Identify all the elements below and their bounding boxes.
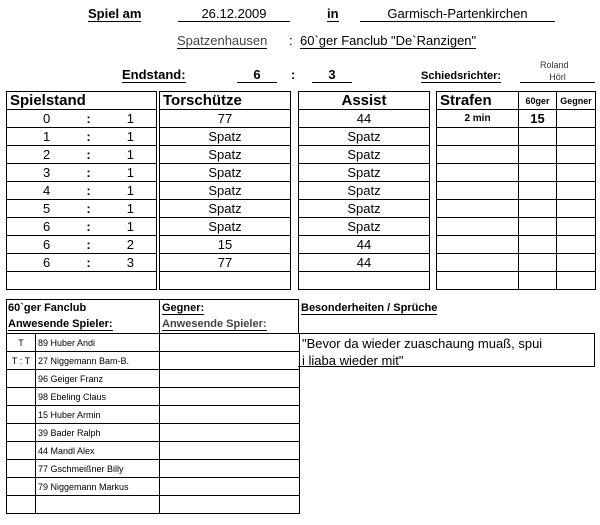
away-player-cell [160, 388, 300, 406]
penalty-row [437, 254, 596, 272]
score-cell [7, 164, 157, 182]
notes-line-1: "Bevor da wieder zuaschaung muaß, spui [302, 336, 543, 351]
score-colon: : [86, 183, 91, 198]
assist-cell: Spatz [299, 164, 430, 182]
score-value [7, 165, 156, 180]
assist-table [298, 91, 430, 290]
penalty-duration [437, 200, 519, 218]
score-row [7, 110, 157, 128]
away-player-cell [160, 334, 300, 352]
away-player-cell [160, 442, 300, 460]
penalty-away [557, 236, 596, 254]
assist-row [299, 254, 430, 272]
penalty-away [557, 146, 596, 164]
scorer-cell: Spatz [160, 182, 291, 200]
scorer-row [160, 200, 291, 218]
penalty-away [557, 254, 596, 272]
score-row [7, 236, 157, 254]
penalty-away [557, 218, 596, 236]
assist-cell: Spatz [299, 128, 430, 146]
penalty-row [437, 146, 596, 164]
home-team-label: 60`ger Fanclub [8, 302, 87, 314]
player-name: 15 Huber Armin [36, 406, 160, 424]
score-cell [7, 218, 157, 236]
score-row [7, 146, 157, 164]
player-row [7, 460, 300, 478]
away-player-cell [160, 478, 300, 496]
score-away: 1 [126, 147, 134, 162]
player-role [7, 496, 36, 514]
score-colon: : [86, 219, 91, 234]
score-home: 6 [43, 219, 51, 234]
assist-cell: Spatz [299, 146, 430, 164]
scorer-cell: 77 [160, 254, 291, 272]
assist-row [299, 146, 430, 164]
player-row [7, 406, 300, 424]
penalty-away-header: Gegner [557, 92, 596, 110]
score-home: 1 [43, 129, 51, 144]
penalty-away [557, 200, 596, 218]
final-home-score: 6 [237, 67, 277, 83]
score-cell [7, 110, 157, 128]
assist-row [299, 200, 430, 218]
assist-cell: Spatz [299, 200, 430, 218]
player-name: 98 Ebeling Claus [36, 388, 160, 406]
scorer-cell: Spatz [160, 200, 291, 218]
score-away: 1 [126, 165, 134, 180]
penalty-home [519, 128, 557, 146]
assist-header: Assist [299, 92, 430, 110]
player-name: 77 Gschmeißner Billy [36, 460, 160, 478]
scorer-row [160, 164, 291, 182]
score-row [7, 254, 157, 272]
score-cell [7, 254, 157, 272]
penalty-row [437, 236, 596, 254]
player-role [7, 478, 36, 496]
score-away: 1 [126, 201, 134, 216]
match-location: Garmisch-Partenkirchen [360, 6, 555, 22]
score-row [7, 218, 157, 236]
score-away: 1 [126, 129, 134, 144]
torschuetze-table [159, 91, 291, 290]
away-player-cell [160, 460, 300, 478]
away-player-cell [160, 370, 300, 388]
score-cell [7, 182, 157, 200]
penalty-away [557, 182, 596, 200]
assist-row [299, 182, 430, 200]
assist-row [299, 164, 430, 182]
score-value [7, 237, 156, 252]
penalty-duration [437, 236, 519, 254]
player-row [7, 370, 300, 388]
assist-cell: Spatz [299, 218, 430, 236]
away-present-label: Anwesende Spieler: [162, 318, 267, 330]
player-role [7, 460, 36, 478]
score-away: 2 [126, 237, 134, 252]
strafen-table [436, 91, 596, 290]
penalty-row [437, 110, 596, 128]
notes-label: Besonderheiten / Sprüche [301, 302, 438, 314]
assist-row [299, 110, 430, 128]
score-value [7, 111, 156, 126]
player-name: 27 Niggemann Bam-B. [36, 352, 160, 370]
assist-cell: 44 [299, 110, 430, 128]
penalty-row [437, 218, 596, 236]
penalty-home [519, 254, 557, 272]
score-colon: : [86, 147, 91, 162]
player-list-table [6, 333, 300, 514]
scorer-row-empty [160, 272, 291, 290]
assist-cell: 44 [299, 236, 430, 254]
player-role [7, 442, 36, 460]
torschuetze-header: Torschütze [160, 92, 291, 110]
penalty-away [557, 164, 596, 182]
strafen-header: Strafen [437, 92, 519, 110]
referee-last-name: Hörl [520, 72, 595, 83]
score-row-empty [7, 272, 157, 290]
score-away: 3 [126, 255, 134, 270]
penalty-row [437, 200, 596, 218]
player-role [7, 406, 36, 424]
scorer-cell: Spatz [160, 218, 291, 236]
scorer-cell: Spatz [160, 128, 291, 146]
away-team-label: Gegner: [162, 302, 205, 314]
notes-line-2: i liaba wieder mit" [302, 353, 404, 368]
penalty-duration [437, 272, 519, 290]
spiel-am-label: Spiel am [88, 6, 142, 21]
player-role: T : T [7, 352, 36, 370]
player-row [7, 388, 300, 406]
player-name [36, 496, 160, 514]
away-player-cell [160, 496, 300, 514]
final-away-score: 3 [312, 67, 352, 83]
teams-separator: : [289, 33, 293, 48]
player-role [7, 424, 36, 442]
score-cell [7, 146, 157, 164]
away-player-cell [160, 352, 300, 370]
score-value [7, 255, 156, 270]
score-away: 1 [126, 111, 134, 126]
score-cell [7, 200, 157, 218]
score-value [7, 201, 156, 216]
opponent-name: Spatzenhausen [177, 33, 268, 48]
penalty-home [519, 272, 557, 290]
player-role [7, 370, 36, 388]
schiedsrichter-label: Schiedsrichter: [421, 70, 502, 82]
score-home: 4 [43, 183, 51, 198]
score-away: 1 [126, 219, 134, 234]
penalty-home [519, 182, 557, 200]
score-value [7, 219, 156, 234]
score-colon: : [86, 255, 91, 270]
player-role: T [7, 334, 36, 352]
scorer-cell: 15 [160, 236, 291, 254]
penalty-home [519, 218, 557, 236]
player-name: 39 Bader Ralph [36, 424, 160, 442]
score-value [7, 147, 156, 162]
score-row [7, 182, 157, 200]
player-name: 44 Mandl Alex [36, 442, 160, 460]
penalty-duration [437, 164, 519, 182]
penalty-row [437, 128, 596, 146]
score-home: 0 [43, 111, 51, 126]
player-role [7, 388, 36, 406]
away-player-cell [160, 406, 300, 424]
penalty-away [557, 272, 596, 290]
spielstand-table [6, 91, 157, 290]
player-row [7, 424, 300, 442]
final-colon: : [291, 67, 296, 82]
score-colon: : [86, 111, 91, 126]
home-present-label: Anwesende Spieler: [8, 318, 113, 330]
score-colon: : [86, 237, 91, 252]
assist-row-empty [299, 272, 430, 290]
score-home: 6 [43, 255, 51, 270]
score-home: 6 [43, 237, 51, 252]
assist-row [299, 128, 430, 146]
player-row [7, 442, 300, 460]
scorer-row [160, 128, 291, 146]
player-name: 89 Huber Andi [36, 334, 160, 352]
scorer-row [160, 182, 291, 200]
endstand-label: Endstand: [122, 67, 186, 82]
scorer-cell: Spatz [160, 164, 291, 182]
score-colon: : [86, 165, 91, 180]
penalty-duration: 2 min [437, 110, 519, 128]
score-value [7, 183, 156, 198]
notes-box [298, 333, 595, 367]
penalty-duration [437, 218, 519, 236]
penalty-away [557, 110, 596, 128]
home-team-name: 60`ger Fanclub "De`Ranzigen" [300, 33, 477, 48]
spielstand-header: Spielstand [7, 92, 157, 110]
assist-row [299, 236, 430, 254]
assist-cell: 44 [299, 254, 430, 272]
player-row [7, 496, 300, 514]
penalty-home: 15 [519, 110, 557, 128]
player-row [7, 334, 300, 352]
score-away: 1 [126, 183, 134, 198]
penalty-home-header: 60ger [519, 92, 557, 110]
scorer-row [160, 236, 291, 254]
score-row [7, 200, 157, 218]
scorer-row [160, 254, 291, 272]
away-player-cell [160, 424, 300, 442]
score-home: 5 [43, 201, 51, 216]
referee-first-name: Roland [540, 60, 569, 70]
penalty-row [437, 182, 596, 200]
score-cell [7, 236, 157, 254]
assist-cell: Spatz [299, 182, 430, 200]
scorer-row [160, 146, 291, 164]
penalty-away [557, 128, 596, 146]
scorer-row [160, 218, 291, 236]
penalty-duration [437, 128, 519, 146]
score-row [7, 128, 157, 146]
player-name: 79 Niggemann Markus [36, 478, 160, 496]
score-colon: : [86, 201, 91, 216]
penalty-home [519, 236, 557, 254]
player-name: 96 Geiger Franz [36, 370, 160, 388]
penalty-row [437, 272, 596, 290]
penalty-duration [437, 182, 519, 200]
score-home: 2 [43, 147, 51, 162]
penalty-home [519, 200, 557, 218]
penalty-home [519, 146, 557, 164]
score-value [7, 129, 156, 144]
score-row [7, 164, 157, 182]
in-label: in [327, 6, 339, 21]
scorer-row [160, 110, 291, 128]
score-cell [7, 128, 157, 146]
scorer-cell: 77 [160, 110, 291, 128]
match-date: 26.12.2009 [178, 6, 290, 22]
assist-row [299, 218, 430, 236]
penalty-duration [437, 146, 519, 164]
score-home: 3 [43, 165, 51, 180]
player-row [7, 478, 300, 496]
penalty-row [437, 164, 596, 182]
score-colon: : [86, 129, 91, 144]
penalty-home [519, 164, 557, 182]
player-row [7, 352, 300, 370]
penalty-duration [437, 254, 519, 272]
scorer-cell: Spatz [160, 146, 291, 164]
